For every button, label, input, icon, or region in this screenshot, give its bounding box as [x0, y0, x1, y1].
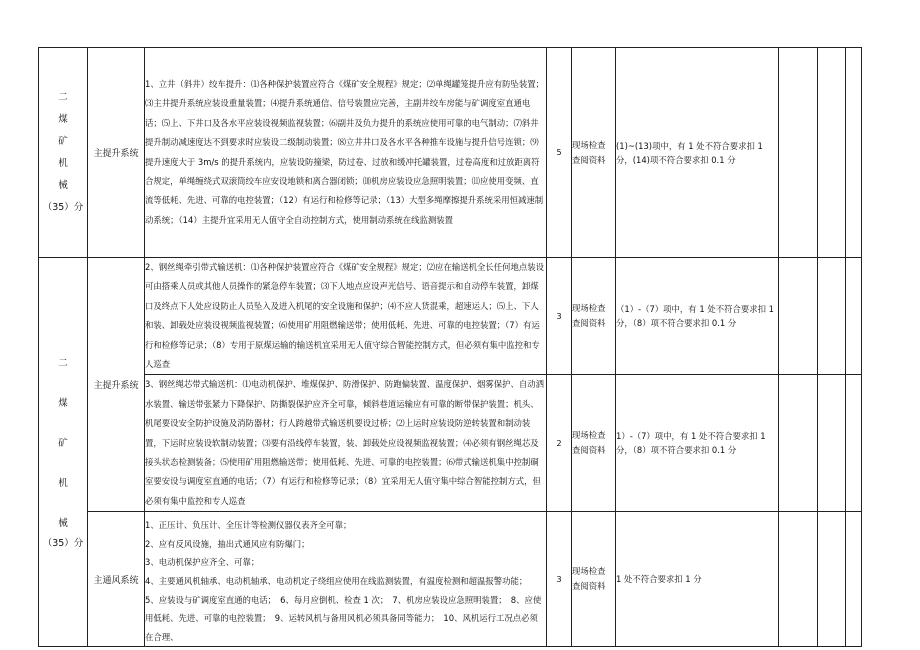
blank-cell: [846, 375, 862, 512]
rule-cell: (1)~(13)项中，有 1 处不符合要求扣 1 分，(14)项不符合要求扣 0.1 分: [616, 48, 779, 258]
category-char: 机: [58, 157, 68, 169]
category-char: 煤: [58, 398, 68, 410]
method-line: 现场检查: [572, 303, 606, 314]
category-cell: [39, 48, 88, 258]
table-row: [39, 48, 862, 258]
blank-cell: [779, 512, 818, 647]
category-char: 械: [58, 518, 68, 530]
method-line: 查阅资料: [572, 581, 606, 592]
blank-cell: [818, 512, 846, 647]
method-line: 查阅资料: [572, 154, 606, 165]
content-cell: 2、钢丝绳牵引带式输送机：⑴各种保护装置应符合《煤矿安全规程》规定；⑵应在输送机全长任何地点装设可由搭乘人员或其他人员操作的紧急停车装置；⑶下人地点应设声光信号、语音提示和自动停车装置，卸煤口及终点下人处应设防止人员坠入及进入机尾的安全设施和保护；⑷不应人货混乘，超速运人；⑸上、下人和装、卸载处应装设视频监视装置；⑹使用矿用阻燃输送带；使用低耗、先进、可靠的电控装置；（7）有运行和检修等记录；（8）专用于原煤运输的输送机宜采用无人值守综合智能控制方式，但必须有集中监控和专人巡查: [145, 258, 547, 375]
blank-cell: [846, 48, 862, 258]
blank-cell: [779, 258, 818, 375]
content-line: 1、正压计、负压计、全压计等检测仪器仪表齐全可靠；: [145, 520, 352, 531]
method-cell: [572, 512, 616, 647]
content-line: 4、主要通风机轴承、电动机轴承、电动机定子绕组应使用在线监测装置，有温度检测和超温报警功能；: [145, 576, 528, 587]
rule-cell: 1 处不符合要求扣 1 分: [616, 512, 779, 647]
blank-cell: [818, 375, 846, 512]
score-cell: 3: [547, 512, 572, 647]
category-char: 煤: [58, 113, 68, 125]
blank-cell: [818, 258, 846, 375]
category-char: 机: [58, 478, 68, 490]
method-line: 现场检查: [572, 430, 606, 441]
table-row: [39, 375, 862, 512]
content-cell: 1、立井（斜井）绞车提升：⑴各种保护装置应符合《煤矿安全规程》规定；⑵单绳罐笼提升应有防坠装置；⑶主井提升系统应装设重量装置；⑷提升系统通信、信号装置应完善，主副井绞车房能与矿调度室直通电话；⑸上、下井口及各水平应装设视频监视装置；⑹副井及负力提升的系统应使用可靠的电气制动；⑺斜井提升制动减速度达不到要求时应装设二级制动装置；⑻立井井口及各水平各种推车设施与提升信号连锁；⑼提升速度大于 3m/s 的提升系统内，应装设防撞梁，防过卷、过放和缓冲托罐装置，过卷高度和过放距离符合规定，单绳缠绕式双滚筒绞车应安设地锁和离合器闭锁；⑽机房应装设应急照明装置；⑾应使用变频、直流等低耗、先进、可靠的电控装置；（12）有运行和检修等记录；（13）大型多绳摩擦提升系统采用恒减速制动系统；（14）主提升宜采用无人值守全自动控制方式，使用制动系统在线监测装置: [145, 48, 547, 258]
category-char: （35）分: [42, 201, 84, 213]
blank-cell: [818, 48, 846, 258]
method-line: 查阅资料: [572, 318, 606, 329]
subitem-cell: 主提升系统: [88, 48, 145, 258]
table-row: [39, 512, 862, 647]
category-char: （35）分: [42, 538, 84, 550]
category-char: 械: [58, 179, 68, 191]
blank-cell: [779, 375, 818, 512]
score-cell: 3: [547, 258, 572, 375]
category-char: 矿: [58, 135, 68, 147]
category-char: 矿: [58, 438, 68, 450]
method-line: 现场检查: [572, 566, 606, 577]
table-row: [39, 258, 862, 375]
method-line: 现场检查: [572, 139, 606, 150]
evaluation-table: [38, 47, 862, 647]
content-line: 3、电动机保护应齐全、可靠；: [145, 557, 260, 568]
rule-cell: 1）-（7）项中，有 1 处不符合要求扣 1 分，（8）项不符合要求扣 0.1 分: [616, 375, 779, 512]
blank-cell: [846, 258, 862, 375]
method-cell: [572, 375, 616, 512]
subitem-cell: 主提升系统: [88, 258, 145, 512]
category-cell: [39, 258, 88, 647]
content-line: 5、应装设与矿调度室直通的电话； 6、每月应倒机、检查 1 次； 7、机房应装设应急照明装置； 8、应使用低耗、先进、可靠的电控装置； 9、运转风机与备用风机必须具备同等能力； 10、风机运行工况点必须在合理、: [145, 594, 542, 642]
content-cell: [145, 512, 547, 647]
score-cell: 5: [547, 48, 572, 258]
subitem-cell: 主通风系统: [88, 512, 145, 647]
content-line: 2、应有反风设施，抽出式通风应有防爆门；: [145, 538, 310, 549]
rule-cell: （1）-（7）项中，有 1 处不符合要求扣 1 分，（8）项不符合要求扣 0.1 分: [616, 258, 779, 375]
score-cell: 2: [547, 375, 572, 512]
content-cell: 3、钢丝绳芯带式输送机：⑴电动机保护、堆煤保护、防滑保护、防跑偏装置、温度保护、烟雾保护、自动洒水装置、输送带张紧力下降保护、防撕裂保护应齐全可靠，倾斜巷道运输应有可靠的断带保护装置；机头、机尾要设安全防护设施及消防器材；行人跨越带式输送机要设过桥；⑵上运时应装设防逆转装置和制动装置，下运时应装设软制动装置；⑶要有沿线停车装置，装、卸载处应设视频监视装置；⑷必须有钢丝绳芯及接头状态检测装备；⑸使用矿用阻燃输送带；使用低耗、先进、可靠的电控装置；⑹带式输送机集中控制硐室要安设与调度室直通的电话；（7）有运行和检修等记录；（8）宜采用无人值守集中综合智能控制方式，但必须有集中监控和专人巡查: [145, 375, 547, 512]
method-line: 查阅资料: [572, 445, 606, 456]
method-cell: [572, 258, 616, 375]
category-char: 二: [58, 358, 68, 370]
blank-cell: [779, 48, 818, 258]
category-char: 二: [58, 91, 68, 103]
method-cell: [572, 48, 616, 258]
blank-cell: [846, 512, 862, 647]
